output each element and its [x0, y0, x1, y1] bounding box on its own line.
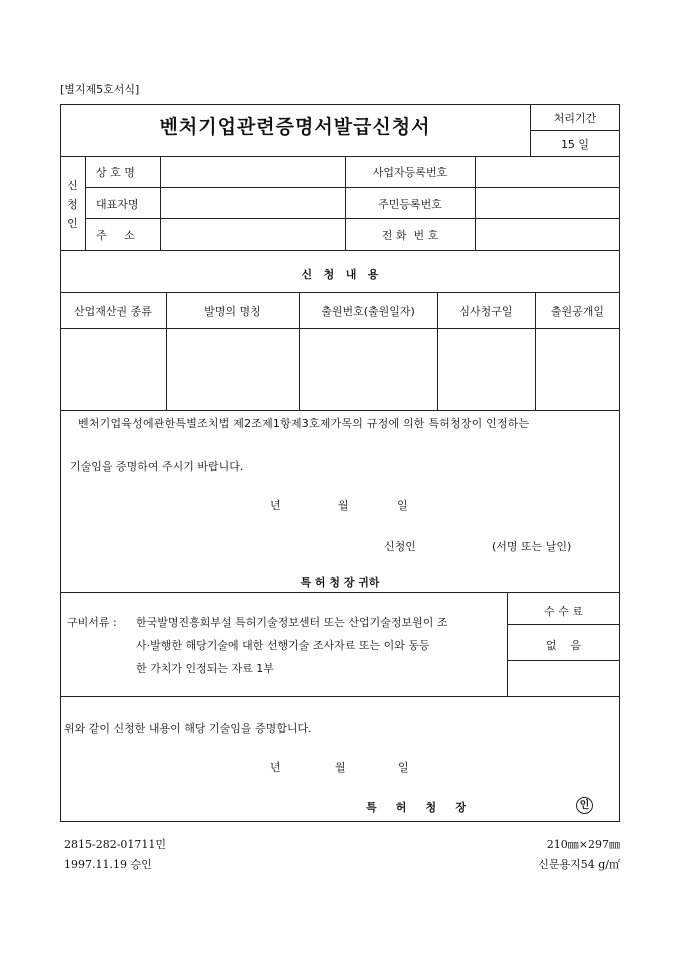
required-documents-line-1: 한국발명진흥회부설 특허기술정보센터 또는 산업기술정보원이 조 [136, 616, 448, 629]
phone-number-field[interactable] [476, 220, 619, 249]
application-number-field[interactable] [300, 330, 436, 409]
statement-line-2: 기술임을 증명하여 주시기 바랍니다. [70, 460, 244, 473]
applicant-signature-label: 신청인 [384, 540, 416, 553]
column-header-invention-name: 발명의 명칭 [204, 305, 261, 318]
required-documents-line-3: 한 가치가 인정되는 자료 1부 [136, 662, 274, 675]
form-title: 벤처기업관련증명서발급신청서 [159, 116, 431, 138]
address-field[interactable] [161, 220, 344, 249]
business-reg-number-field[interactable] [476, 158, 619, 186]
company-name-label: 상 호 명 [96, 166, 135, 179]
processing-period-label: 처리기간 [553, 112, 597, 125]
request-date-year: 년 [270, 499, 281, 512]
company-name-field[interactable] [161, 158, 344, 186]
issuer-name: 특 허 청 장 [366, 801, 466, 814]
request-date-month: 월 [338, 499, 349, 512]
address-label: 주 소 [96, 229, 135, 242]
ip-type-field[interactable] [61, 330, 165, 409]
statement-line-1: 벤처기업육성에관한특별조치법 제2조제1항제3호제가목의 규정에 의한 특허청장이 인정하는 [78, 417, 530, 430]
form-code: 2815-282-01711민 [64, 838, 167, 851]
paper-type: 신문용지54 g/㎡ [538, 858, 620, 871]
request-date-day: 일 [397, 499, 408, 512]
invention-name-field[interactable] [167, 330, 298, 409]
fee-label: 수 수 료 [544, 605, 583, 618]
required-documents-label: 구비서류 : [67, 616, 117, 629]
phone-number-label: 전 화 번 호 [381, 229, 439, 242]
column-header-exam-request-date: 심사청구일 [459, 305, 513, 318]
publication-date-field[interactable] [536, 330, 619, 409]
exam-request-date-field[interactable] [438, 330, 534, 409]
application-contents-heading: 신 청 내 용 [301, 268, 379, 281]
certification-date-month: 월 [335, 761, 346, 774]
applicant-side-label: 신 청 인 [67, 179, 78, 230]
business-reg-number-label: 사업자등록번호 [372, 166, 448, 179]
paper-size: 210㎜×297㎜ [546, 838, 620, 851]
column-header-application-number: 출원번호(출원일자) [321, 305, 415, 318]
fee-value: 없 음 [545, 639, 582, 652]
processing-period-value: 15 일 [560, 138, 590, 151]
recipient-line: 특 허 청 장 귀하 [300, 576, 380, 589]
certification-date-year: 년 [270, 761, 281, 774]
resident-reg-number-label: 주민등록번호 [378, 198, 442, 211]
required-documents-line-2: 사·발행한 해당기술에 대한 선행기술 조사자료 또는 이와 동등 [136, 639, 430, 652]
certification-text: 위와 같이 신청한 내용이 해당 기술임을 증명합니다. [64, 722, 312, 735]
form-label: [별지제5호서식] [60, 83, 140, 96]
resident-reg-number-field[interactable] [476, 189, 619, 217]
column-header-publication-date: 출원공개일 [550, 305, 605, 318]
representative-field[interactable] [161, 189, 344, 217]
signature-note: (서명 또는 날인) [492, 540, 572, 553]
column-header-ip-type: 산업재산권 종류 [74, 305, 152, 318]
approval-date: 1997.11.19 승인 [64, 858, 152, 871]
certification-date-day: 일 [398, 761, 409, 774]
representative-label: 대표자명 [96, 198, 139, 211]
official-seal-mark: 인 [576, 797, 593, 814]
